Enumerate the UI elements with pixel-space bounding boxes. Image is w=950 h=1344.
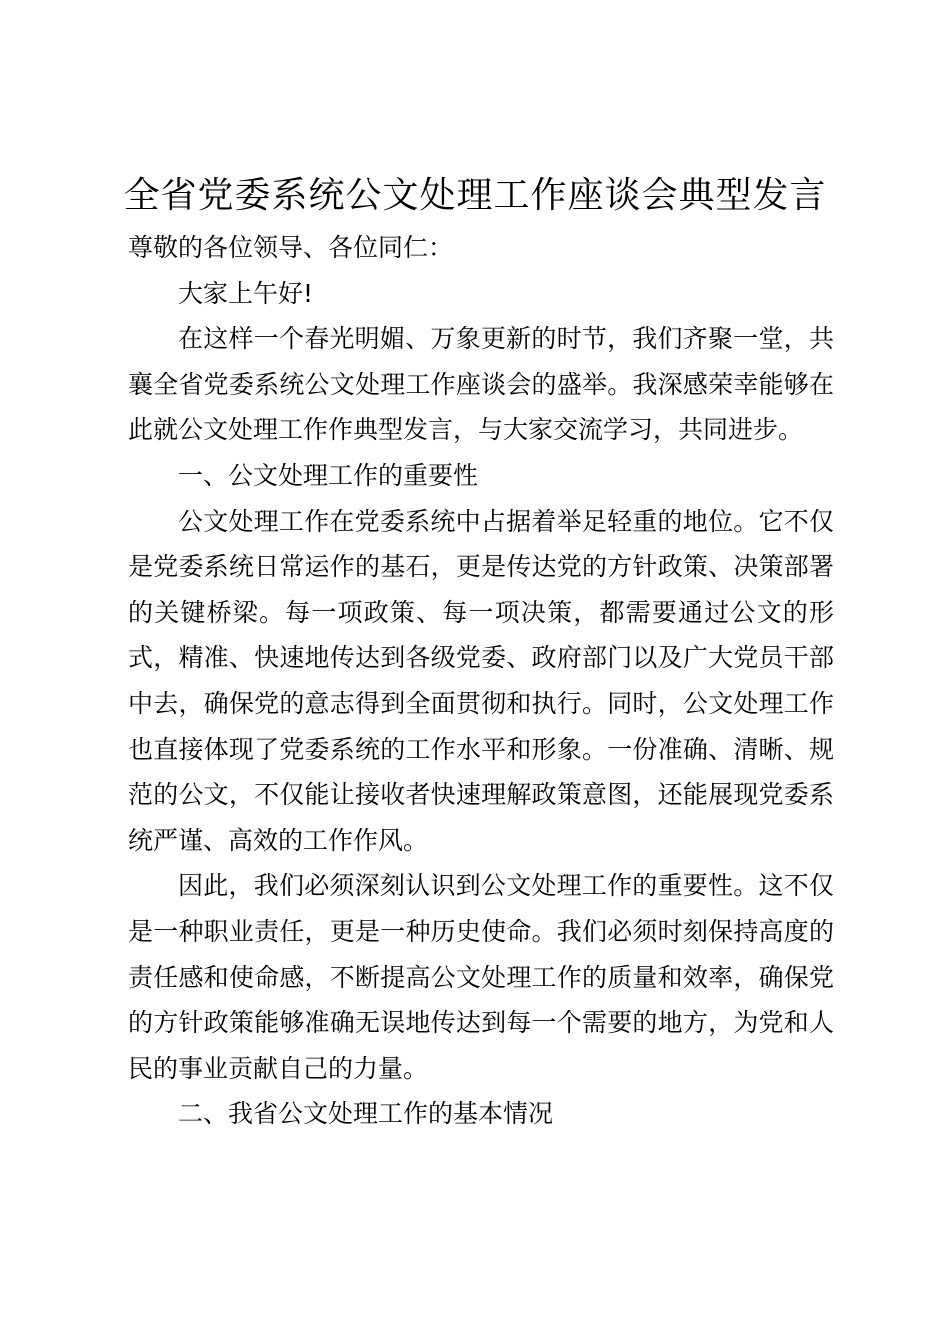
document-body <box>128 225 834 1137</box>
opening-paragraph: 在这样一个春光明媚、万象更新的时节，我们齐聚一堂，共襄全省党委系统公文处理工作座谈会的盛举。我深感荣幸能够在此就公文处理工作作典型发言，与大家交流学习，共同进步。 <box>128 324 834 445</box>
responsibility-paragraph: 因此，我们必须深刻认识到公文处理工作的重要性。这不仅是一种职业责任，更是一种历史使命。我们必须时刻保持高度的责任感和使命感，不断提高公文处理工作的质量和效率，确保党的方针政策能够准确无误地传达到每一个需要的地方，为党和人民的事业贡献自己的力量。 <box>128 871 834 1083</box>
section-heading-2: 二、我省公文处理工作的基本情况 <box>178 1099 554 1129</box>
importance-paragraph: 公文处理工作在党委系统中占据着举足轻重的地位。它不仅是党委系统日常运作的基石，更是传达党的方针政策、决策部署的关键桥梁。每一项政策、每一项决策，都需要通过公文的形式，精准、快速地传达到各级党委、政府部门以及广大党员干部中去，确保党的意志得到全面贯彻和执行。同时，公文处理工作也直接体现了党委系统的工作水平和形象。一份准确、清晰、规范的公文，不仅能让接收者快速理解政策意图，还能展现党委系统严谨、高效的工作作风。 <box>128 506 834 855</box>
greeting-paragraph: 大家上午好! <box>178 278 314 308</box>
section-heading-1: 一、公文处理工作的重要性 <box>178 460 479 490</box>
document-title: 全省党委系统公文处理工作座谈会典型发言 <box>123 175 827 216</box>
salutation: 尊敬的各位领导、各位同仁： <box>128 233 454 262</box>
